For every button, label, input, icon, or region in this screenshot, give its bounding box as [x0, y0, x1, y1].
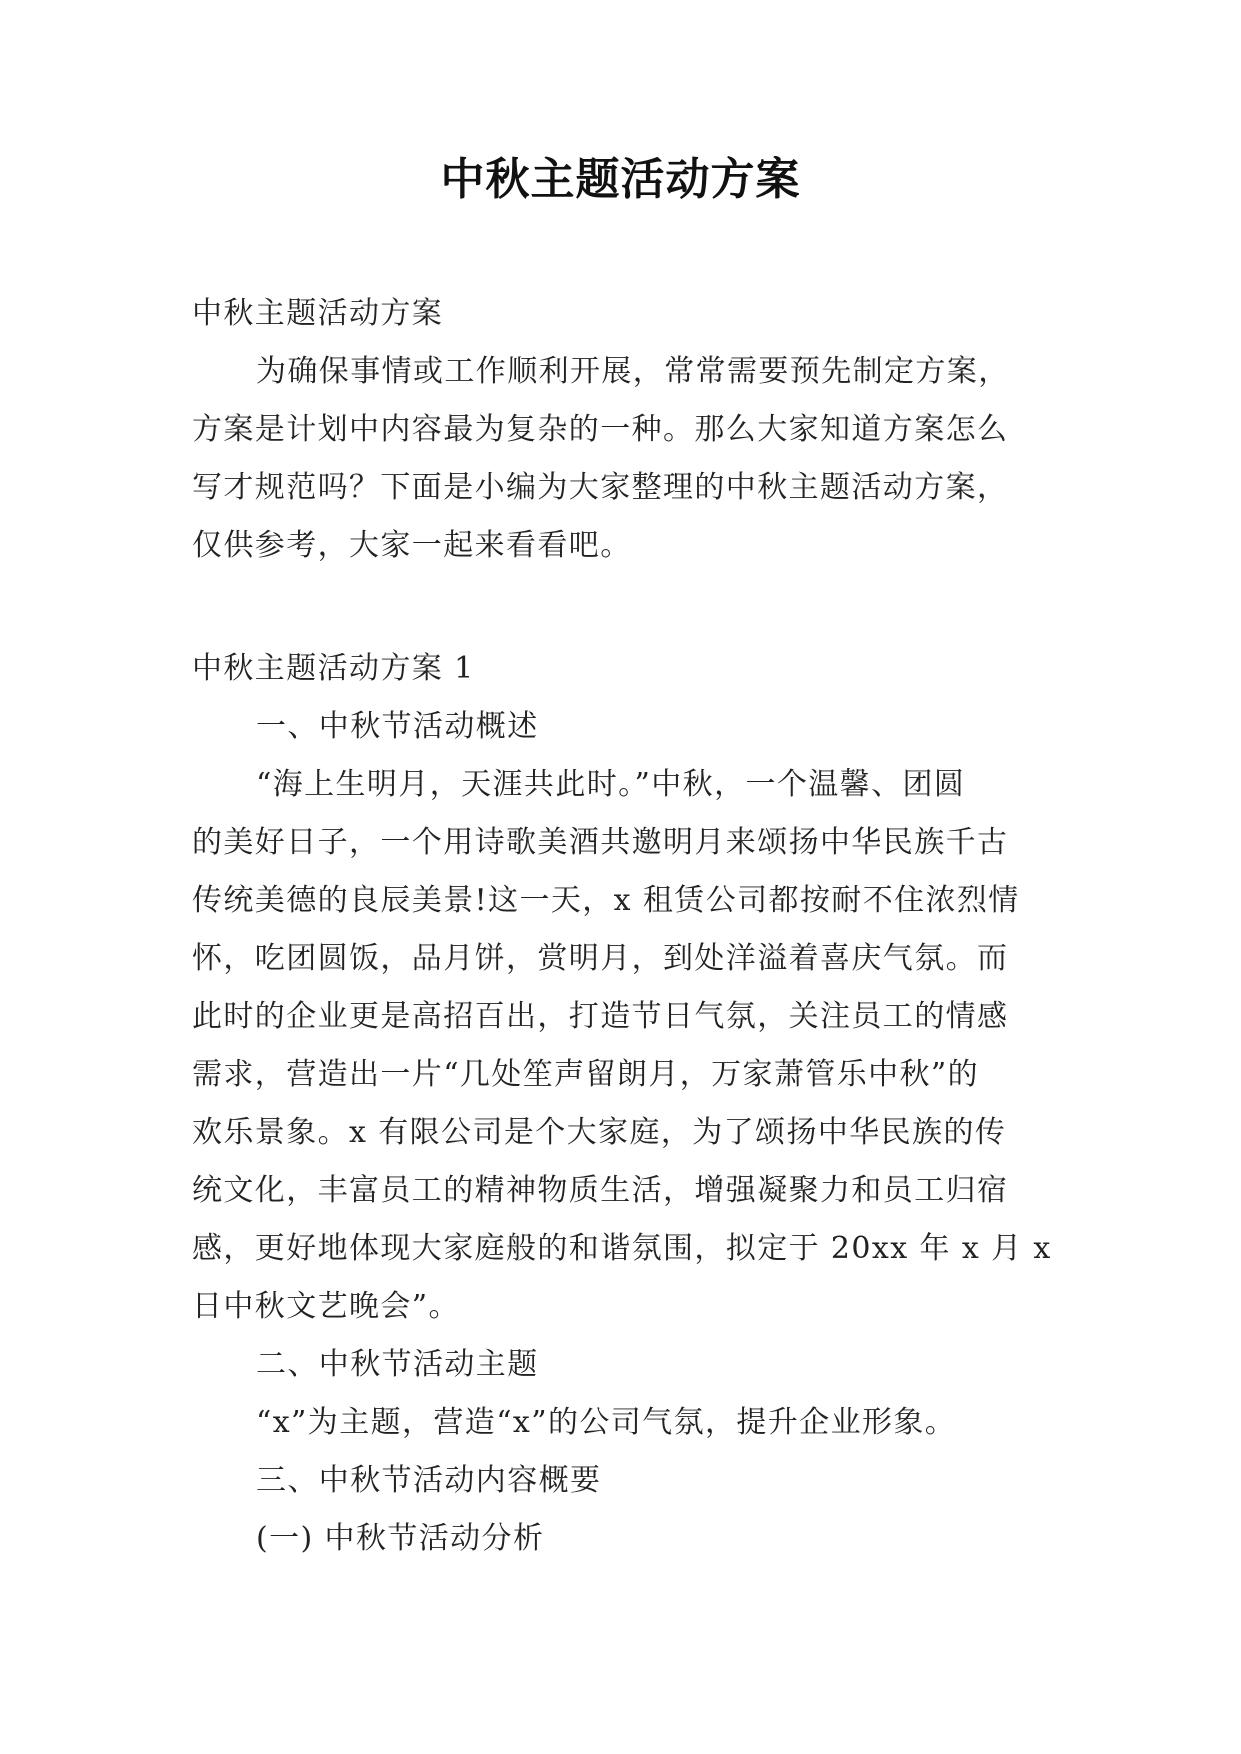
overview-paragraph-line: 此时的企业更是高招百出，打造节日气氛，关注员工的情感: [192, 999, 1009, 1034]
section-1-block: [192, 640, 1072, 1568]
overview-paragraph-line: 传统美德的良辰美景!这一天，x 租赁公司都按耐不住浓烈情: [192, 883, 1020, 918]
overview-paragraph-line: 的美好日子，一个用诗歌美酒共邀明月来颂扬中华民族千古: [192, 825, 1009, 860]
overview-paragraph-line: 感，更好地体现大家庭般的和谐氛围，拟定于 20xx 年 x 月 x: [192, 1231, 1052, 1266]
subheading-theme: 二、中秋节活动主题: [256, 1347, 539, 1382]
overview-paragraph-line: 需求，营造出一片“几处笙声留朗月，万家萧管乐中秋”的: [192, 1057, 980, 1092]
intro-heading: 中秋主题活动方案: [192, 296, 444, 331]
intro-paragraph-line: 仅供参考，大家一起来看看吧。: [192, 528, 632, 563]
intro-paragraph-line: 写才规范吗？下面是小编为大家整理的中秋主题活动方案，: [192, 470, 1009, 505]
theme-paragraph: “x”为主题，营造“x”的公司气氛，提升企业形象。: [256, 1405, 957, 1440]
intro-paragraph-line: 方案是计划中内容最为复杂的一种。那么大家知道方案怎么: [192, 412, 1009, 447]
overview-paragraph-line: “海上生明月，天涯共此时。”中秋，一个温馨、团圆: [256, 767, 966, 802]
subheading-content-summary: 三、中秋节活动内容概要: [256, 1463, 602, 1498]
subheading-activity-analysis: (一) 中秋节活动分析: [256, 1521, 545, 1556]
overview-paragraph-line: 统文化，丰富员工的精神物质生活，增强凝聚力和员工归宿: [192, 1173, 1009, 1208]
overview-paragraph-line: 日中秋文艺晚会”。: [192, 1289, 460, 1324]
intro-paragraph-line: 为确保事情或工作顺利开展，常常需要预先制定方案，: [256, 354, 1010, 389]
overview-paragraph-line: 欢乐景象。x 有限公司是个大家庭，为了颂扬中华民族的传: [192, 1115, 1007, 1150]
overview-paragraph-line: 怀，吃团圆饭，品月饼，赏明月，到处洋溢着喜庆气氛。而: [192, 941, 1009, 976]
section-1-heading: 中秋主题活动方案 1: [192, 651, 475, 686]
document-title: 中秋主题活动方案: [440, 154, 801, 205]
subheading-overview: 一、中秋节活动概述: [256, 709, 539, 744]
intro-block: [192, 285, 1072, 575]
